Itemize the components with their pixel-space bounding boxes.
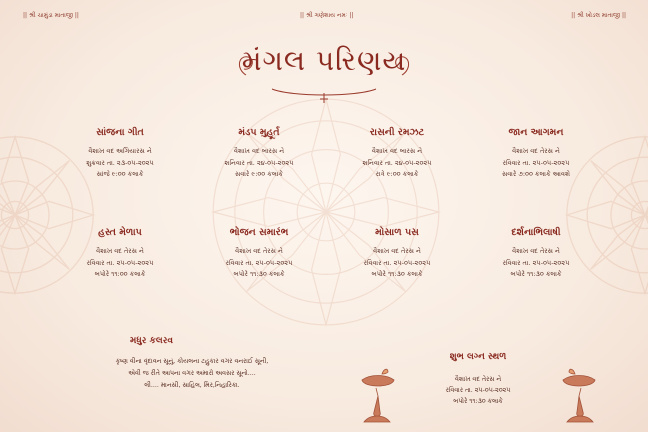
event-line: શનિવાર તા. ૨૪-૦૫-૨૦૨૫: [362, 158, 432, 167]
event-card: [456, 127, 616, 181]
invocation-left: || શ્રી ચામુંડા માતાજી ||: [23, 12, 79, 19]
venue-line: રવિવાર તા. ૨૫-૦૫-૨૦૨૫: [445, 387, 511, 394]
event-title: મંડપ મુહૂર્ત: [238, 127, 280, 138]
event-line: સાંજે ૯:૦૦ કલાકે: [96, 170, 144, 178]
event-line: વૈશાખ વદ તેરસ ને: [96, 247, 144, 255]
event-line: બપોરે ૧૧:૩૦ કલાકે: [510, 270, 562, 278]
event-line: બપોરે ૧૧:૦૦ કલાકે: [94, 270, 146, 278]
event-card: [317, 227, 477, 281]
event-title: જાન આગમન: [508, 127, 564, 138]
event-line: વૈશાખ વદ તેરસ ને: [235, 247, 283, 255]
event-line: સવારે ૯:૦૦ કલાકે: [235, 170, 283, 178]
event-title: સાંજના ગીત: [96, 127, 144, 138]
event-line: બપોરે ૧૧:૩૦ કલાકે: [371, 270, 423, 278]
event-line: વૈશાખ વદ બારસ ને: [233, 147, 285, 155]
event-title: ભોજન સમારંભ: [229, 227, 289, 238]
event-line: રવિવાર તા. ૨૫-૦૫-૨૦૨૫: [502, 158, 570, 167]
verse-block: [72, 336, 312, 392]
event-card: [317, 127, 477, 181]
event-card: [179, 127, 339, 181]
event-line: સવારે ૭:૦૦ કલાકે આવશે: [501, 170, 570, 178]
event-title: રાસની રમઝટ: [369, 127, 425, 138]
venue-line: બપોરે ૧૧:૩૦ કલાકે: [453, 398, 503, 405]
event-card: [179, 227, 339, 281]
diya-lamp-icon: [352, 366, 402, 428]
event-card: [456, 227, 616, 281]
event-line: વૈશાખ વદ અગિયારસ ને: [88, 147, 152, 155]
verse-line: એવી જ રીતે આપના વગર અમારો અવસર સૂનો....: [128, 370, 256, 377]
event-line: વૈશાખ વદ તેરસ ને: [373, 247, 421, 255]
invocation-center: || શ્રી ગણેશાય નમઃ ||: [300, 12, 354, 19]
venue-block: [403, 352, 553, 407]
event-title: મોસાળ પસ: [375, 227, 419, 238]
event-line: વૈશાખ વદ તેરસ ને: [512, 247, 560, 255]
event-line: બપોરે ૧૧:૩૦ કલાકે: [233, 270, 285, 278]
event-title: હસ્ત મેળાપ: [98, 227, 142, 238]
event-title: દર્શનાભિલાષી: [511, 227, 561, 238]
event-line: રવિવાર તા. ૨૫-૦૫-૨૦૨૫: [502, 258, 570, 267]
event-card: [40, 227, 200, 281]
event-line: વૈશાખ વદ બારસ ને: [371, 147, 423, 155]
venue-title: શુભ લગ્ન સ્થળ: [449, 352, 507, 362]
event-line: રવિવાર તા. ૨૫-૦૫-૨૦૨૫: [86, 258, 154, 267]
verse-line: કૃષ્ણ વીના વૃંદાવન સૂનું, કોયલના ટહુકાર વગર વનરાઈ સૂની,: [115, 358, 269, 365]
page-title: મંગલ પરિણય: [241, 44, 407, 77]
event-line: રવિવાર તા. ૨૫-૦૫-૨૦૨૫: [363, 258, 431, 267]
verse-title: મધુર કલરવ: [130, 336, 173, 346]
venue-line: વૈશાખ વદ તેરસ ને: [454, 376, 502, 383]
event-card: [40, 127, 200, 181]
event-line: શનિવાર તા. ૨૪-૦૫-૨૦૨૫: [224, 158, 294, 167]
event-line: શુક્રવાર તા. ૨૩-૦૫-૨૦૨૫: [86, 158, 154, 167]
invocation-right: || શ્રી ખોડલ માતાજી ||: [571, 12, 626, 19]
diya-lamp-icon: [555, 366, 605, 428]
event-line: રવિવાર તા. ૨૫-૦૫-૨૦૨૫: [225, 258, 293, 267]
event-line: વૈશાખ વદ તેરસ ને: [512, 147, 560, 155]
event-line: રાત્રે ૯:૦૦ કલાકે: [375, 170, 419, 178]
verse-line: લી.... માનસી, સાહિલ, મિર,નિહારિકા.: [144, 382, 240, 389]
invocation-bar: [0, 8, 648, 22]
